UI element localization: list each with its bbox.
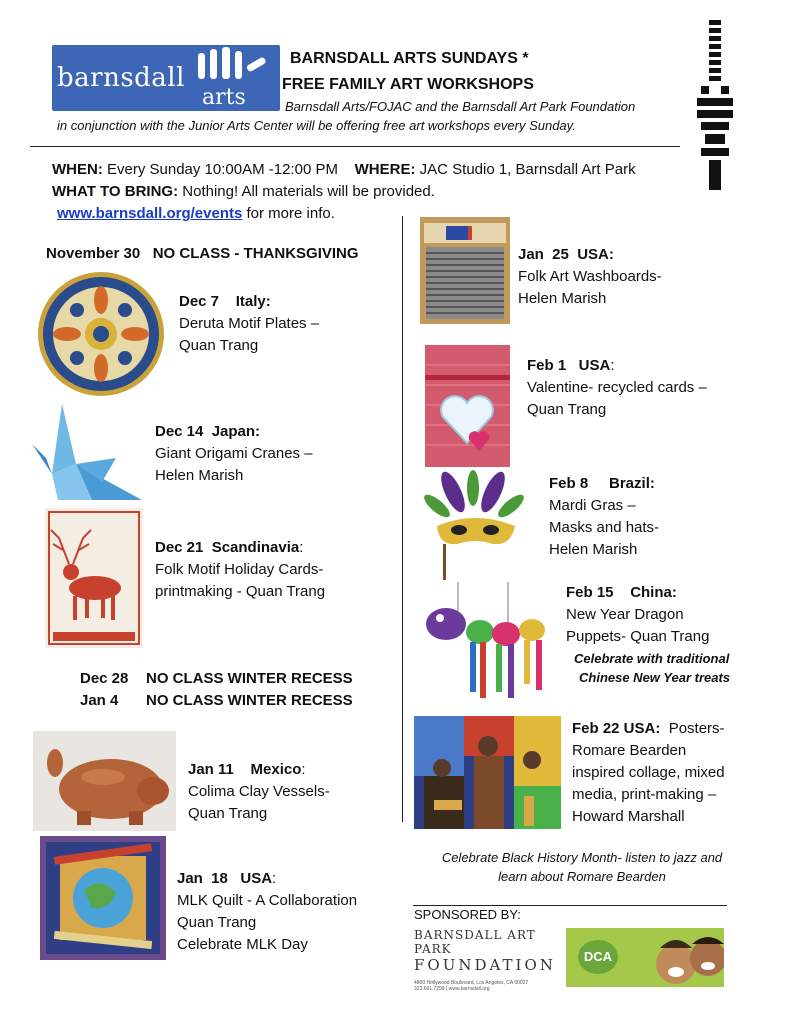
bring-line: [52, 181, 435, 203]
jan18-line-3: Celebrate MLK Day: [177, 936, 308, 953]
feb15-line-2: Puppets- Quan Trang: [566, 628, 710, 645]
bhm-line-1: Celebrate Black History Month- listen to jazz and: [441, 850, 723, 865]
feb15-note-2: Chinese New Year treats: [579, 670, 731, 685]
dec21-heading-suffix: :: [299, 539, 304, 556]
feb15-note-1: Celebrate with traditional: [574, 651, 730, 666]
deruta-plate-image: [36, 270, 166, 398]
dec21-line-1: Folk Motif Holiday Cards-: [155, 561, 324, 578]
logo-word: barnsdall: [57, 63, 185, 93]
feb1-line-2: Quan Trang: [527, 401, 607, 418]
foundation-address-2: 323.661.7299 | www.barnsdall.org: [414, 986, 490, 992]
where-value: JAC Studio 1, Barnsdall Art Park: [419, 161, 636, 178]
jan25-heading: Jan 25 USA:: [518, 246, 614, 263]
where-label: WHERE:: [354, 161, 416, 178]
feb8-heading: Feb 8 Brazil:: [549, 475, 655, 492]
when-where-line: [52, 159, 636, 181]
feb1-line-1: Valentine- recycled cards –: [527, 379, 707, 396]
dec28-notice: NO CLASS WINTER RECESS: [146, 670, 353, 687]
dec14-line-2: Helen Marish: [155, 467, 244, 484]
dec14-line-1: Giant Origami Cranes –: [155, 445, 313, 462]
feb15-line-1: New Year Dragon: [566, 606, 684, 623]
washboard-image: [420, 217, 510, 324]
title-line-2: FREE FAMILY ART WORKSHOPS: [282, 76, 534, 93]
feb8-line-2: Masks and hats-: [549, 519, 660, 536]
jan18-caption: [177, 868, 357, 956]
jan18-heading: Jan 18 USA: [177, 870, 273, 887]
jan18-heading-line: [177, 868, 357, 890]
sponsor-divider: [413, 905, 727, 906]
intro-line-1: Barnsdall Arts/FOJAC and the Barnsdall Art Park Foundation: [285, 99, 636, 114]
when-value: Every Sunday 10:00AM -12:00 PM: [107, 161, 338, 178]
bring-label: WHAT TO BRING:: [52, 183, 179, 200]
link-line: [57, 203, 335, 225]
dragon-puppet-image: [418, 582, 558, 707]
jan11-heading-line: [188, 759, 330, 781]
nov30-notice: November 30 NO CLASS - THANKSGIVING: [46, 245, 359, 262]
feb1-caption: [527, 355, 707, 421]
sponsored-label: SPONSORED BY:: [414, 907, 521, 922]
dec7-heading: Dec 7 Italy:: [179, 293, 271, 310]
foundation-address-1: 4800 Hollywood Boulevard, Los Angeles, CA 90027: [414, 980, 529, 986]
dec21-heading: Dec 21 Scandinavia: [155, 539, 300, 556]
black-history-note: [418, 848, 746, 886]
title-line-1: BARNSDALL ARTS SUNDAYS *: [290, 50, 529, 67]
mlk-quilt-image: [40, 836, 166, 960]
valentine-card-image: [425, 345, 510, 467]
divider-line: [30, 146, 680, 147]
feb1-heading: Feb 1 USA: [527, 357, 611, 374]
dec14-heading: Dec 14 Japan:: [155, 423, 261, 440]
kids-photo-icon: [652, 928, 724, 987]
jan4-date: Jan 4: [80, 692, 119, 709]
jan11-heading-suffix: :: [301, 761, 306, 778]
dec21-heading-line: [155, 537, 325, 559]
bring-value: Nothing! All materials will be provided.: [182, 183, 435, 200]
feb22-caption: [572, 718, 725, 828]
dec7-line-1: Deruta Motif Plates –: [179, 315, 320, 332]
jan18-heading-suffix: :: [272, 870, 277, 887]
barnsdall-foundation-logo: [414, 928, 564, 992]
column-divider: [402, 216, 403, 822]
jan4-notice: NO CLASS WINTER RECESS: [146, 692, 353, 709]
when-label: WHEN:: [52, 161, 103, 178]
dca-logo: [566, 928, 724, 987]
feb22-line-4: Howard Marshall: [572, 808, 685, 825]
dec21-caption: [155, 537, 325, 603]
feb8-line-3: Helen Marish: [549, 541, 638, 558]
feb8-caption: [549, 473, 659, 561]
foundation-line-2: FOUNDATION: [414, 956, 556, 974]
feb15-heading: Feb 15 China:: [566, 584, 677, 601]
feb1-heading-suffix: :: [610, 357, 615, 374]
feb8-line-1: Mardi Gras –: [549, 497, 636, 514]
jan11-caption: [188, 759, 330, 825]
feb22-line-2: inspired collage, mixed: [572, 764, 725, 781]
dec14-caption: [155, 421, 313, 487]
hand-icon: [194, 47, 276, 87]
link-suffix: for more info.: [246, 205, 335, 222]
feb15-caption: [566, 582, 709, 648]
feb22-line-3: media, print-making –: [572, 786, 717, 803]
jan18-line-2: Quan Trang: [177, 914, 257, 931]
folk-card-image: [45, 508, 143, 648]
events-link[interactable]: www.barnsdall.org/events: [57, 205, 243, 222]
clay-vessel-image: [33, 731, 176, 831]
feb1-heading-line: [527, 355, 707, 377]
dec7-line-2: Quan Trang: [179, 337, 259, 354]
jan25-caption: [518, 244, 662, 310]
dca-badge: DCA: [578, 940, 618, 974]
barnsdall-arts-logo: [52, 45, 280, 111]
jan11-line-2: Quan Trang: [188, 805, 268, 822]
jan25-line-2: Helen Marish: [518, 290, 607, 307]
dec28-date: Dec 28: [80, 670, 129, 687]
intro-line-2: in conjunction with the Junior Arts Center will be offering free art workshops every Sunday.: [57, 118, 576, 133]
tower-graphic: [697, 20, 733, 190]
origami-crane-image: [32, 404, 142, 502]
feb22-heading: Feb 22 USA:: [572, 720, 661, 737]
logo-sub: arts: [202, 85, 246, 110]
feb22-line-1: Romare Bearden: [572, 742, 687, 759]
jan18-line-1: MLK Quilt - A Collaboration: [177, 892, 358, 909]
dec21-line-2: printmaking - Quan Trang: [155, 583, 326, 600]
foundation-line-1: BARNSDALL ART PARK: [414, 928, 536, 956]
jan11-heading: Jan 11 Mexico: [188, 761, 302, 778]
dec7-caption: [179, 291, 319, 357]
bhm-line-2: learn about Romare Bearden: [498, 869, 666, 884]
feb22-heading-suffix: Posters-: [660, 720, 725, 737]
jan25-line-1: Folk Art Washboards-: [518, 268, 662, 285]
feb22-heading-line: [572, 718, 725, 740]
mardi-gras-mask-image: [423, 470, 528, 580]
jan11-line-1: Colima Clay Vessels-: [188, 783, 330, 800]
bearden-collage-image: [414, 716, 561, 829]
